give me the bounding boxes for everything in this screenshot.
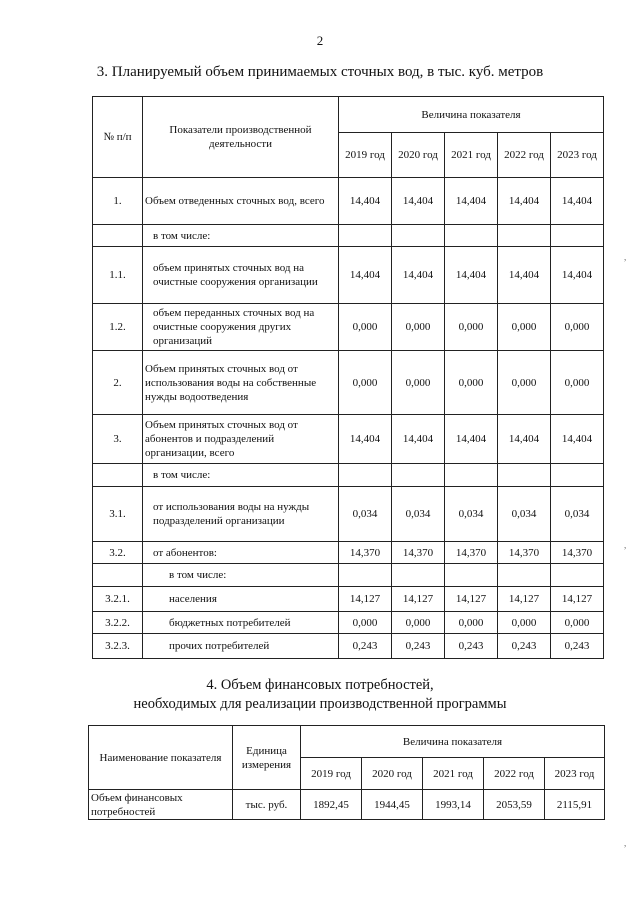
header-year: 2023 год [551, 133, 604, 178]
row-value: 2053,59 [484, 790, 545, 820]
row-value [498, 464, 551, 487]
row-value: 0,000 [445, 351, 498, 415]
header-year: 2019 год [301, 758, 362, 790]
table-row [93, 225, 604, 247]
table-row [93, 487, 604, 542]
wastewater-volume-table [92, 96, 604, 659]
row-value [339, 225, 392, 247]
table-row [93, 634, 604, 659]
header-year: 2022 год [484, 758, 545, 790]
row-number: 3.1. [93, 487, 143, 542]
header-year: 2023 год [545, 758, 605, 790]
row-value: 14,370 [551, 542, 604, 564]
header-num: № п/п [93, 97, 143, 178]
row-number: 1.1. [93, 247, 143, 304]
row-value: 0,034 [445, 487, 498, 542]
table-row [93, 178, 604, 225]
row-value: 14,127 [551, 587, 604, 612]
header-year: 2019 год [339, 133, 392, 178]
row-value [339, 564, 392, 587]
row-number: 3.2.3. [93, 634, 143, 659]
row-label: от абонентов: [143, 542, 339, 564]
row-value: 14,404 [445, 178, 498, 225]
row-number: 3.2. [93, 542, 143, 564]
financial-needs-table [88, 725, 605, 820]
table-row [93, 464, 604, 487]
row-label: населения [143, 587, 339, 612]
row-value: 1993,14 [423, 790, 484, 820]
table-row [93, 351, 604, 415]
row-label: бюджетных потребителей [143, 612, 339, 634]
row-value: 14,127 [445, 587, 498, 612]
row-number: 3.2.1. [93, 587, 143, 612]
scan-mark: , [624, 540, 627, 550]
row-value: 14,404 [551, 247, 604, 304]
section-4-title-line-2: необходимых для реализации производственной программы [133, 696, 507, 712]
row-number: 1.2. [93, 304, 143, 351]
row-value: 0,034 [392, 487, 445, 542]
header-year: 2020 год [362, 758, 423, 790]
row-value [498, 225, 551, 247]
row-value: 14,370 [339, 542, 392, 564]
row-value: 14,404 [445, 415, 498, 464]
row-label: Объем принятых сточных вод от использования воды на собственные нужды водоотведения [143, 351, 339, 415]
row-value: 0,000 [551, 612, 604, 634]
row-value: 0,243 [392, 634, 445, 659]
row-value: 0,000 [498, 612, 551, 634]
row-value: 0,243 [339, 634, 392, 659]
section-4-title-line-1: 4. Объем финансовых потребностей, [206, 677, 434, 693]
table-row [93, 304, 604, 351]
row-label: объем переданных сточных вод на очистные сооружения других организаций [143, 304, 339, 351]
row-number: 3.2.2. [93, 612, 143, 634]
header-year: 2022 год [498, 133, 551, 178]
row-number: 2. [93, 351, 143, 415]
row-value: 14,404 [498, 178, 551, 225]
row-value: 0,000 [339, 351, 392, 415]
row-number [93, 225, 143, 247]
row-value: 0,243 [551, 634, 604, 659]
row-value: 14,404 [339, 178, 392, 225]
header-name: Наименование показателя [89, 726, 233, 790]
row-unit: тыс. руб. [233, 790, 301, 820]
scan-mark: , [624, 838, 627, 848]
row-value: 0,000 [445, 304, 498, 351]
table-row [93, 564, 604, 587]
row-value: 14,127 [392, 587, 445, 612]
table-row [93, 247, 604, 304]
row-value [445, 564, 498, 587]
header-year: 2021 год [445, 133, 498, 178]
row-value: 0,000 [339, 304, 392, 351]
table-row [89, 790, 605, 820]
row-label: Объем финансовых потребностей [89, 790, 233, 820]
row-value: 0,000 [551, 351, 604, 415]
row-number [93, 464, 143, 487]
row-value: 14,404 [392, 415, 445, 464]
page-number: 2 [316, 33, 324, 48]
row-value: 0,000 [551, 304, 604, 351]
row-number [93, 564, 143, 587]
row-value: 14,404 [551, 415, 604, 464]
header-indicators: Показатели производственной деятельности [143, 97, 339, 178]
row-value: 1944,45 [362, 790, 423, 820]
row-label: Объем отведенных сточных вод, всего [143, 178, 339, 225]
row-value: 14,404 [339, 247, 392, 304]
row-value: 0,243 [445, 634, 498, 659]
row-value [339, 464, 392, 487]
row-value [392, 464, 445, 487]
row-value: 2115,91 [545, 790, 605, 820]
header-unit: Единица измерения [233, 726, 301, 790]
scan-mark: , [624, 252, 627, 262]
row-label: в том числе: [143, 464, 339, 487]
row-value [392, 225, 445, 247]
row-value [551, 464, 604, 487]
row-value: 14,404 [392, 247, 445, 304]
row-value: 14,127 [339, 587, 392, 612]
row-value: 14,370 [445, 542, 498, 564]
section-4-title [0, 676, 640, 714]
row-value: 0,000 [498, 351, 551, 415]
row-value [498, 564, 551, 587]
row-value: 0,000 [445, 612, 498, 634]
row-value: 14,127 [498, 587, 551, 612]
header-year: 2020 год [392, 133, 445, 178]
row-value: 0,034 [339, 487, 392, 542]
table-row [93, 542, 604, 564]
row-value [392, 564, 445, 587]
header-year: 2021 год [423, 758, 484, 790]
row-value: 14,404 [339, 415, 392, 464]
header-value-group: Величина показателя [301, 726, 605, 758]
row-value: 0,243 [498, 634, 551, 659]
row-value: 14,370 [498, 542, 551, 564]
row-value: 14,404 [498, 415, 551, 464]
row-value: 0,000 [339, 612, 392, 634]
row-value: 14,404 [392, 178, 445, 225]
row-value: 14,404 [551, 178, 604, 225]
row-value [445, 464, 498, 487]
row-label: в том числе: [143, 564, 339, 587]
row-value: 14,404 [498, 247, 551, 304]
row-value [551, 225, 604, 247]
table-row [93, 587, 604, 612]
row-label: Объем принятых сточных вод от абонентов и подразделений организации, всего [143, 415, 339, 464]
row-number: 3. [93, 415, 143, 464]
section-3-title: 3. Планируемый объем принимаемых сточных вод, в тыс. куб. метров [96, 64, 544, 80]
row-value: 14,404 [445, 247, 498, 304]
row-value: 0,034 [498, 487, 551, 542]
row-value: 0,034 [551, 487, 604, 542]
row-label: объем принятых сточных вод на очистные сооружения организации [143, 247, 339, 304]
row-value: 0,000 [392, 351, 445, 415]
row-value: 0,000 [392, 612, 445, 634]
row-label: прочих потребителей [143, 634, 339, 659]
table-row [93, 612, 604, 634]
header-value-group: Величина показателя [339, 97, 604, 133]
row-value [445, 225, 498, 247]
row-label: в том числе: [143, 225, 339, 247]
row-label: от использования воды на нужды подразделений организации [143, 487, 339, 542]
row-value: 1892,45 [301, 790, 362, 820]
table-row [93, 415, 604, 464]
row-value: 0,000 [498, 304, 551, 351]
row-value: 0,000 [392, 304, 445, 351]
row-value [551, 564, 604, 587]
row-value: 14,370 [392, 542, 445, 564]
row-number: 1. [93, 178, 143, 225]
